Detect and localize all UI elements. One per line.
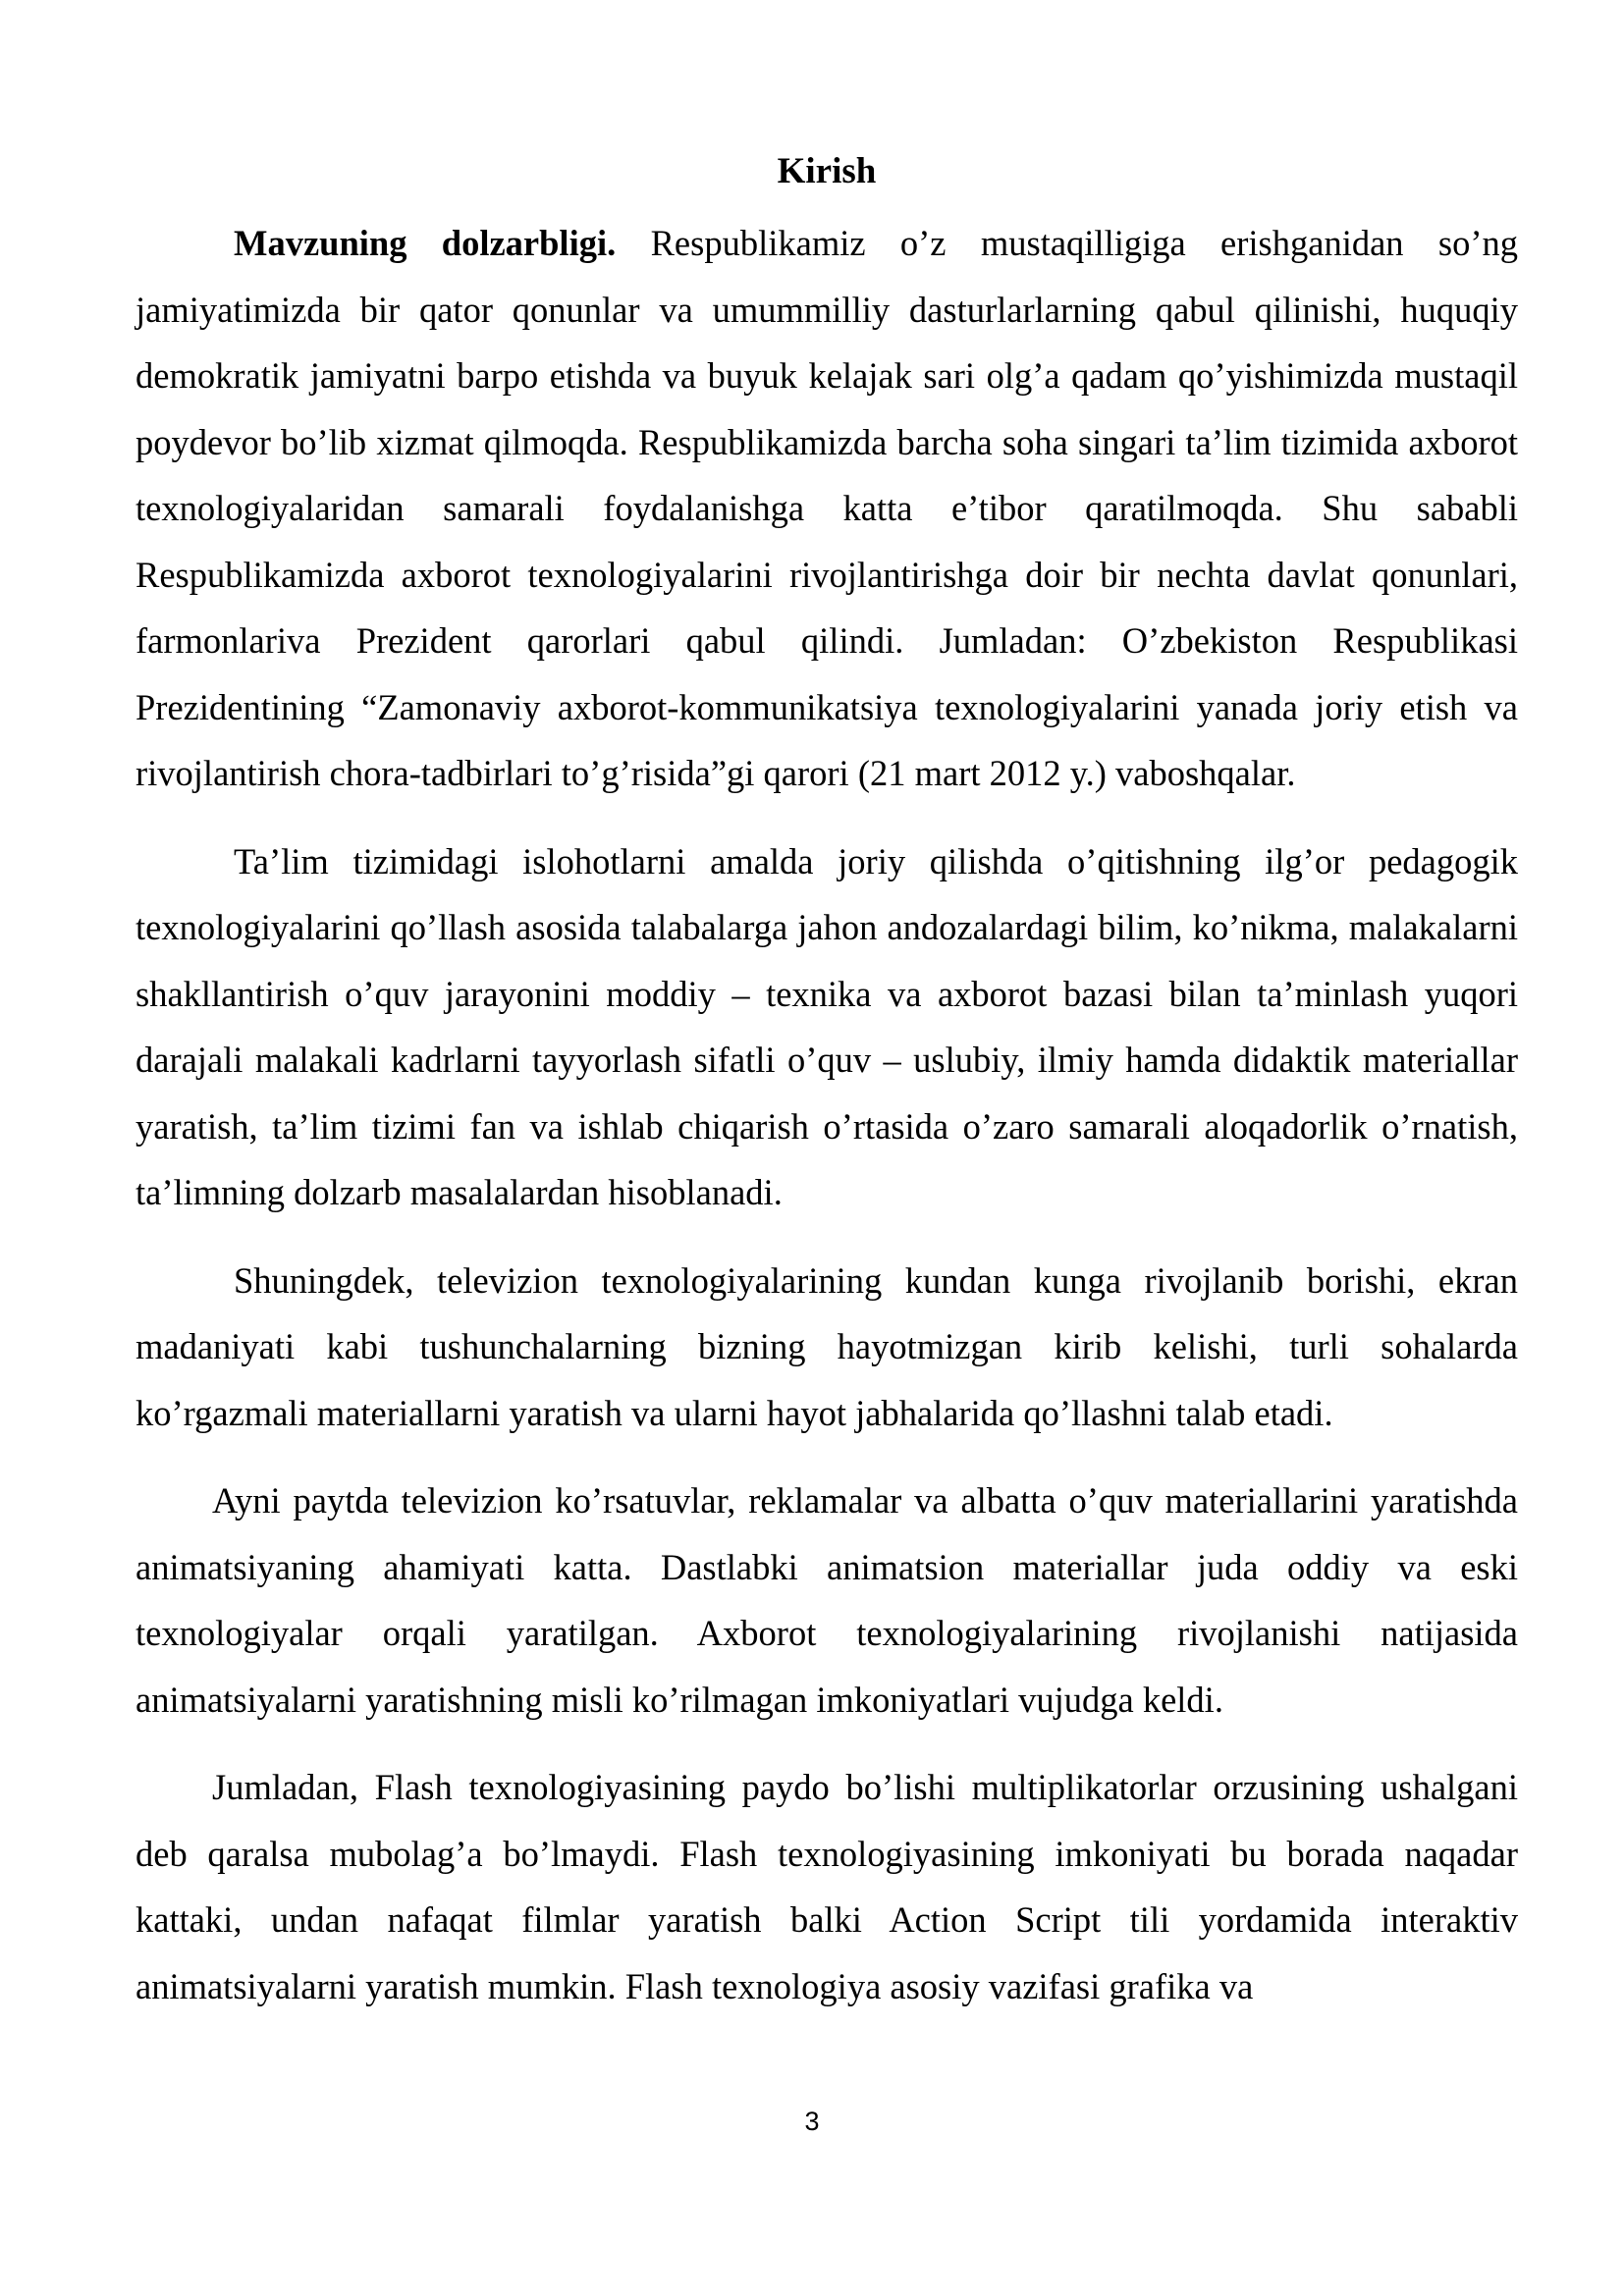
- page-number: 3: [804, 2107, 820, 2136]
- paragraph-animation: Ayni paytda televizion ko’rsatuvlar, reklamalar va albatta o’quv materiallarini yaratishda animatsiyaning ahamiyati katta. Dastlabki animatsion materiallar juda oddiy va eski texnologiyalar orqali yaratilgan. Axborot texnologiyalarining rivojlanishi natijasida animatsiyalarni yaratishning misli ko’rilmagan imkoniyatlari vujudga keldi.: [135, 1480, 1518, 1720]
- paragraph-text: Respublikamiz o’z mustaqilligiga erishganidan so’ng jamiyatimizda bir qator qonunlar va umummilliy dasturlarlarning qabul qilinishi, huquqiy demokratik jamiyatni barpo etishda va buyuk kelajak sari olg’a qadam qo’yishimizda mustaqil poydevor bo’lib xizmat qilmoqda. Respublikamizda barcha soha singari ta’lim tizimida axborot texnologiyalaridan samarali foydalanishga katta e’tibor qaratilmoqda. Shu sababli Respublikamizda axborot texnologiyalarini rivojlantirishga doir bir nechta davlat qonunlari, farmonlariva Prezident qarorlari qabul qilindi. Jumladan: O’zbekiston Respublikasi Prezidentining “Zamonaviy axborot-kommunikatsiya texnologiyalarini yanada joriy etish va rivojlantirish chora-tadbirlari to’g’risida”gi qarori (21 mart 2012 y.) vaboshqalar.: [135, 223, 1518, 793]
- paragraph-relevance: [135, 210, 1518, 807]
- paragraph-flash: Jumladan, Flash texnologiyasining paydo bo’lishi multiplikatorlar orzusining ushalgani deb qaralsa mubolag’a bo’lmaydi. Flash texnologiyasining imkoniyati bu borada naqadar kattaki, undan nafaqat filmlar yaratish balki Action Script tili yordamida interaktiv animatsiyalarni yaratish mumkin. Flash texnologiya asosiy vazifasi grafika va: [135, 1767, 1518, 2006]
- page-title: Kirish: [777, 151, 877, 191]
- paragraph-lead: Mavzuning dolzarbligi.: [234, 223, 617, 263]
- document-page: [135, 147, 1518, 2041]
- paragraph-education-reforms: Ta’lim tizimidagi islohotlarni amalda joriy qilishda o’qitishning ilg’or pedagogik texnologiyalarini qo’llash asosida talabalarga jahon andozalardagi bilim, ko’nikma, malakalarni shakllantirish o’quv jarayonini moddiy – texnika va axborot bazasi bilan ta’minlash yuqori darajali malakali kadrlarni tayyorlash sifatli o’quv – uslubiy, ilmiy hamda didaktik materiallar yaratish, ta’lim tizimi fan va ishlab chiqarish o’rtasida o’zaro samarali aloqadorlik o’rnatish, ta’limning dolzarb masalalardan hisoblanadi.: [135, 840, 1518, 1212]
- paragraph-television: Shuningdek, televizion texnologiyalarining kundan kunga rivojlanib borishi, ekran madaniyati kabi tushunchalarning bizning hayotmizgan kirib kelishi, turli sohalarda ko’rgazmali materiallarni yaratish va ularni hayot jabhalarida qo’llashni talab etadi.: [135, 1259, 1518, 1433]
